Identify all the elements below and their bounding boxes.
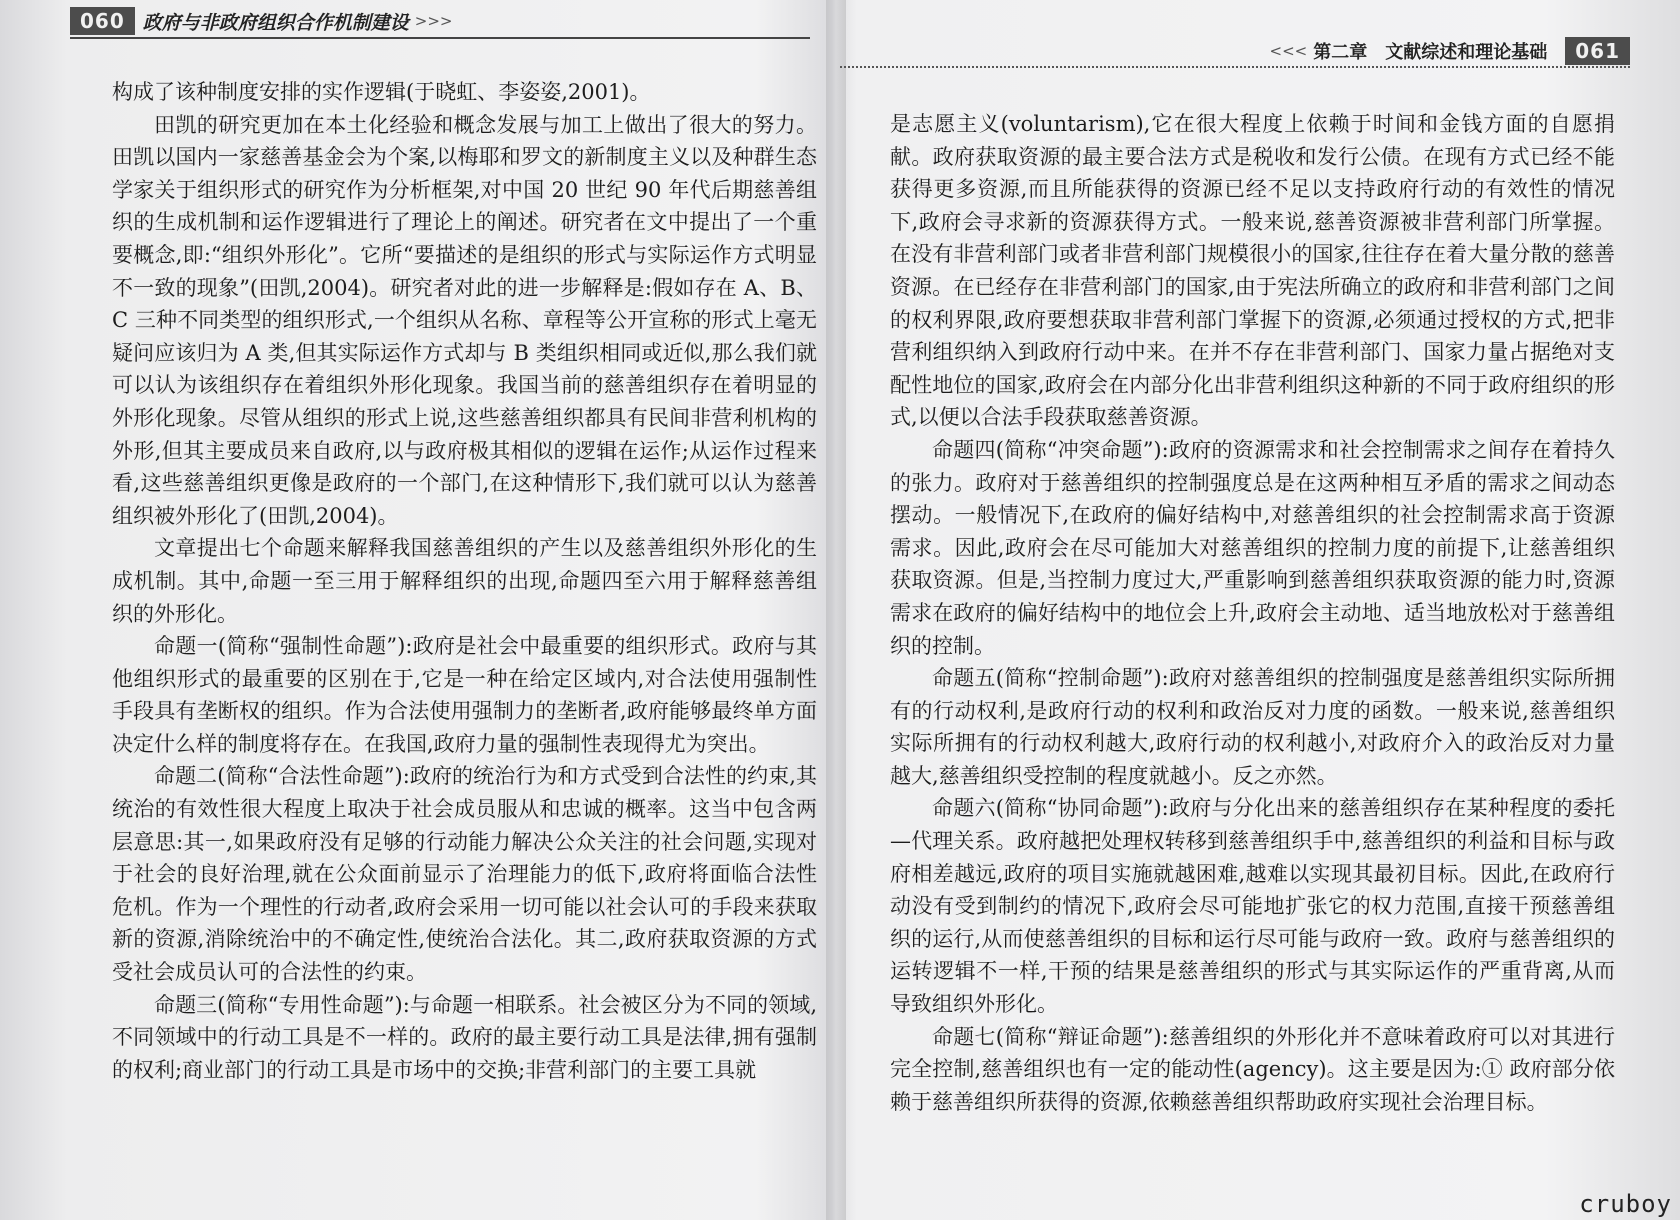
header-rule — [840, 66, 1630, 68]
left-page-header — [70, 4, 810, 38]
watermark: cruboy — [1579, 1190, 1672, 1218]
running-title: 政府与非政府组织合作机制建设 — [142, 11, 409, 34]
paragraph: 命题三(简称“专用性命题”):与命题一相联系。社会被区分为不同的领域,不同领域中的行动工具是不一样的。政府的最主要行动工具是法律,拥有强制的权利;商业部门的行动工具是市场中的交换;非营利部门的主要工具就 — [112, 992, 817, 1082]
paragraph: 命题四(简称“冲突命题”):政府的资源需求和社会控制需求之间存在着持久的张力。政府对于慈善组织的控制强度总是在这两种相互矛盾的需求之间动态摆动。一般情况下,在政府的偏好结构中,对慈善组织的社会控制需求高于资源需求。因此,政府会在尽可能加大对慈善组织的控制力度的前提下,让慈善组织获取资源。但是,当控制力度过大,严重影响到慈善组织获取资源的能力时,资源需求在政府的偏好结构中的地位会上升,政府会主动地、适当地放松对于慈善组织的控制。 — [890, 437, 1615, 658]
chevron-left-icon: <<< — [1269, 42, 1308, 60]
paragraph: 命题五(简称“控制命题”):政府对慈善组织的控制强度是慈善组织实际所拥有的行动权利,是政府行动的权利和政治反对力度的函数。一般来说,慈善组织实际所拥有的行动权利越大,政府行动的权利越小,对政府介入的政治反对力量越大,慈善组织受控制的程度就越小。反之亦然。 — [890, 666, 1615, 788]
page-number: 061 — [1565, 37, 1630, 65]
paragraph: 命题六(简称“协同命题”):政府与分化出来的慈善组织存在某种程度的委托—代理关系。政府越把处理权转移到慈善组织手中,慈善组织的利益和目标与政府相差越远,政府的项目实施就越困难,越难以实现其最初目标。因此,在政府行动没有受到制约的情况下,政府会尽可能地扩张它的权力范围,直接干预慈善组织的运行,从而使慈善组织的目标和运行尽可能与政府一致。政府与慈善组织的运转逻辑不一样,干预的结果是慈善组织的形式与其实际运作的严重背离,从而导致组织外形化。 — [890, 796, 1615, 1017]
paragraph: 命题二(简称“合法性命题”):政府的统治行为和方式受到合法性的约束,其统治的有效性很大程度上取决于社会成员服从和忠诚的概率。这当中包含两层意思:其一,如果政府没有足够的行动能力解决公众关注的社会问题,实现对于社会的良好治理,就在公众面前显示了治理能力的低下,政府将面临合法性危机。作为一个理性的行动者,政府会采用一切可能以社会认可的手段来获取新的资源,消除统治中的不确定性,使统治合法化。其二,政府获取资源的方式受社会成员认可的合法性的约束。 — [112, 764, 817, 985]
paragraph: 命题七(简称“辩证命题”):慈善组织的外形化并不意味着政府可以对其进行完全控制,慈善组织也有一定的能动性(agency)。这主要是因为:① 政府部分依赖于慈善组织所获得的资源,依赖慈善组织帮助政府实现社会治理目标。 — [890, 1024, 1615, 1114]
right-page-body — [890, 108, 1615, 1118]
paragraph: 文章提出七个命题来解释我国慈善组织的产生以及慈善组织外形化的生成机制。其中,命题一至三用于解释组织的出现,命题四至六用于解释慈善组织的外形化。 — [112, 536, 817, 626]
right-page-header — [840, 34, 1630, 68]
left-page — [0, 0, 832, 1220]
chevron-right-icon: >>> — [414, 12, 453, 30]
paragraph: 构成了该种制度安排的实作逻辑(于晓虹、李姿姿,2001)。 — [112, 80, 651, 104]
paragraph: 田凯的研究更加在本土化经验和概念发展与加工上做出了很大的努力。田凯以国内一家慈善基金会为个案,以梅耶和罗文的新制度主义以及种群生态学家关于组织形式的研究作为分析框架,对中国 20 世纪 90 年代后期慈善组织的生成机制和运作逻辑进行了理论上的阐述。研究者在文中提出了一个重要概念,即:“组织外形化”。它所“要描述的是组织的形式与实际运作方式明显不一致的现象”(田凯,2004)。研究者对此的进一步解释是:假如存在 A、B、C 三种不同类型的组织形式,一个组织从名称、章程等公开宣称的形式上毫无疑问应该归为 A 类,但其实际运作方式却与 B 类组织相同或近似,那么我们就可以认为该组织存在着组织外形化现象。我国当前的慈善组织存在着明显的外形化现象。尽管从组织的形式上说,这些慈善组织都具有民间非营利机构的外形,但其主要成员来自政府,以与政府极其相似的逻辑在运作;从运作过程来看,这些慈善组织更像是政府的一个部门,在这种情形下,我们就可以认为慈善组织被外形化了(田凯,2004)。 — [112, 112, 817, 528]
left-page-body — [112, 76, 817, 1086]
chapter-title: 文献综述和理论基础 — [1385, 42, 1548, 63]
paragraph: 命题一(简称“强制性命题”):政府是社会中最重要的组织形式。政府与其他组织形式的最重要的区别在于,它是一种在给定区域内,对合法使用强制性手段具有垄断权的组织。作为合法使用强制力的垄断者,政府能够最终单方面决定什么样的制度将存在。在我国,政府力量的强制性表现得尤为突出。 — [112, 634, 817, 756]
page-number: 060 — [70, 7, 135, 35]
right-page — [840, 0, 1680, 1220]
header-rule — [70, 37, 810, 39]
chapter-label: 第二章 — [1313, 42, 1368, 63]
paragraph: 是志愿主义(voluntarism),它在很大程度上依赖于时间和金钱方面的自愿捐献。政府获取资源的最主要合法方式是税收和发行公债。在现有方式已经不能获得更多资源,而且所能获得的资源已经不足以支持政府行动的有效性的情况下,政府会寻求新的资源获得方式。一般来说,慈善资源被非营利部门所掌握。在没有非营利部门或者非营利部门规模很小的国家,往往存在着大量分散的慈善资源。在已经存在非营利部门的国家,由于宪法所确立的政府和非营利部门之间的权利界限,政府要想获取非营利部门掌握下的资源,必须通过授权的方式,把非营利组织纳入到政府行动中来。在并不存在非营利部门、国家力量占据绝对支配性地位的国家,政府会在内部分化出非营利组织这种新的不同于政府组织的形式,以便以合法手段获取慈善资源。 — [890, 112, 1615, 430]
